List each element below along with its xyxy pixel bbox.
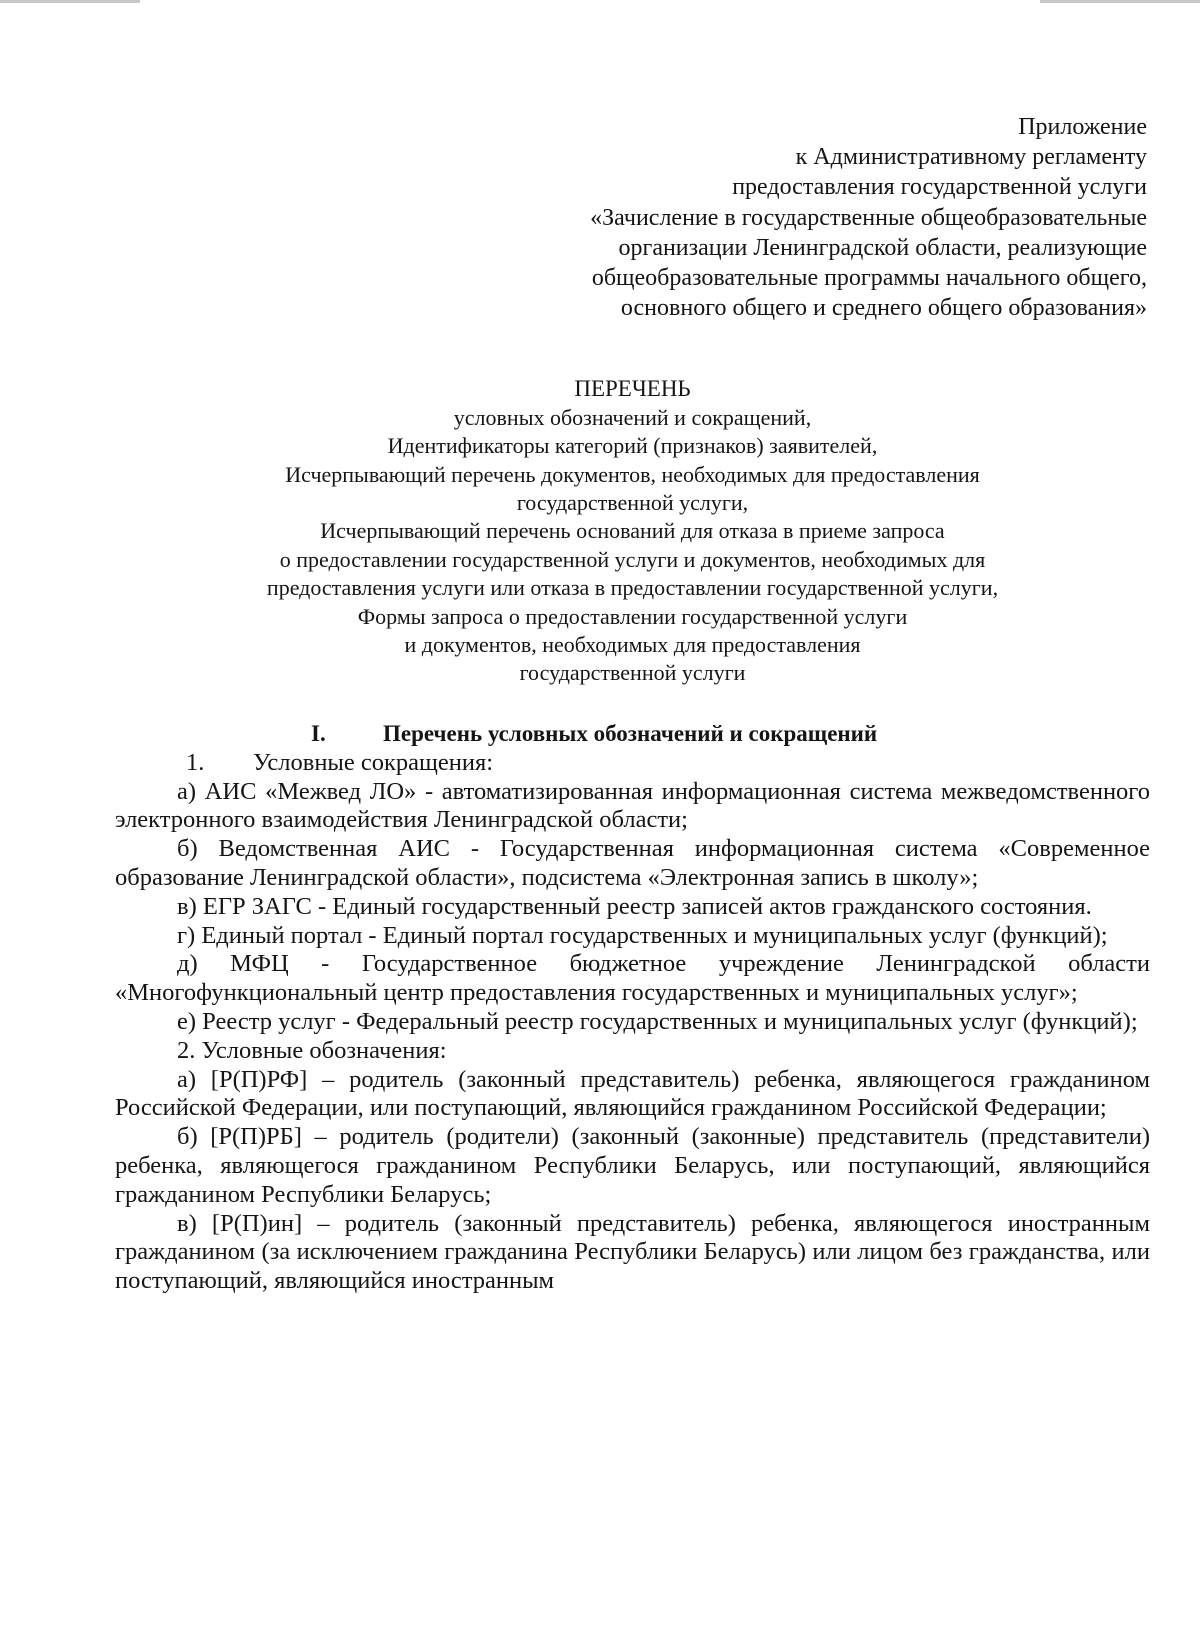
list-item-heading: 2. Условные обозначения: [177,1036,447,1064]
abbreviation-item: а) АИС «Межвед ЛО» - автоматизированная информационная система межведомственного электронного взаимодействия Ленинградской области; [115,777,1150,834]
appendix-line: основного общего и среднего общего образования» [620,295,1147,322]
appendix-line: общеобразовательные программы начального общего, [591,265,1147,292]
scan-edge-mark [0,0,140,3]
abbreviation-item: в) ЕГР ЗАГС - Единый государственный реестр записей актов гражданского состояния. [177,892,1092,920]
title-line: государственной услуги, [516,490,749,516]
title-line: о предоставлении государственной услуги и документов, необходимых для [279,546,986,572]
list-item-heading [115,749,1150,778]
scan-edge-mark [1040,0,1200,3]
appendix-line: Приложение [1018,114,1147,140]
title-line: государственной услуги [519,660,746,686]
abbreviation-item: б) Ведомственная АИС - Государственная информационная система «Современное образование Ленинградской области», подсистема «Электронная запись в школу»; [115,835,1150,892]
abbreviation-item: д) МФЦ - Государственное бюджетное учреждение Ленинградской области «Многофункциональный центр предоставления государственных и муниципальных услуг»; [115,950,1150,1007]
abbreviation-item: е) Реестр услуг - Федеральный реестр государственных и муниципальных услуг (функций); [177,1008,1138,1036]
list-item-number: 1. [186,748,205,776]
title-line: условных обозначений и сокращений, [453,404,812,430]
document-title: ПЕРЕЧЕНЬ [574,376,691,402]
appendix-line: «Зачисление в государственные общеобразовательные [590,204,1147,231]
appendix-header [115,112,1147,323]
title-line: Идентификаторы категорий (признаков) заявителей, [387,433,878,459]
title-line: предоставления услуги или отказа в предоставлении государственной услуги, [266,575,999,601]
list-item-label: Условные сокращения: [253,748,494,776]
appendix-line: к Административному регламенту [795,144,1147,171]
appendix-line: предоставления государственной услуги [732,174,1147,201]
title-line: Формы запроса о предоставлении государственной услуги [357,603,908,629]
notation-item: в) [Р(П)ин] – родитель (законный представитель) ребенка, являющегося иностранным гражданином (за исключением гражданина Республики Беларусь) или лицом без гражданства, или поступающий, являющийся иностранным [115,1209,1150,1295]
section-number: I. [311,720,326,746]
notation-item: б) [Р(П)РБ] – родитель (родители) (законный (законные) представитель (представители) ребенка, являющегося гражданином Республики Беларусь, или поступающий, являющийся гражданином Республики Беларусь; [115,1123,1150,1208]
title-line: и документов, необходимых для предоставления [404,632,861,658]
title-line: Исчерпывающий перечень оснований для отказа в приеме запроса [320,518,945,544]
document-body [115,749,1150,1296]
section-title: Перечень условных обозначений и сокращений [383,720,878,746]
document-title-block [115,375,1150,687]
title-line: Исчерпывающий перечень документов, необходимых для предоставления [285,461,980,487]
appendix-line: организации Ленинградской области, реализующие [618,234,1147,261]
section-heading [115,719,1150,749]
abbreviation-item: г) Единый портал - Единый портал государственных и муниципальных услуг (функций); [177,921,1108,949]
notation-item: а) [Р(П)РФ] – родитель (законный представитель) ребенка, являющегося гражданином Российской Федерации, или поступающий, являющийся гражданином Российской Федерации; [115,1065,1150,1122]
